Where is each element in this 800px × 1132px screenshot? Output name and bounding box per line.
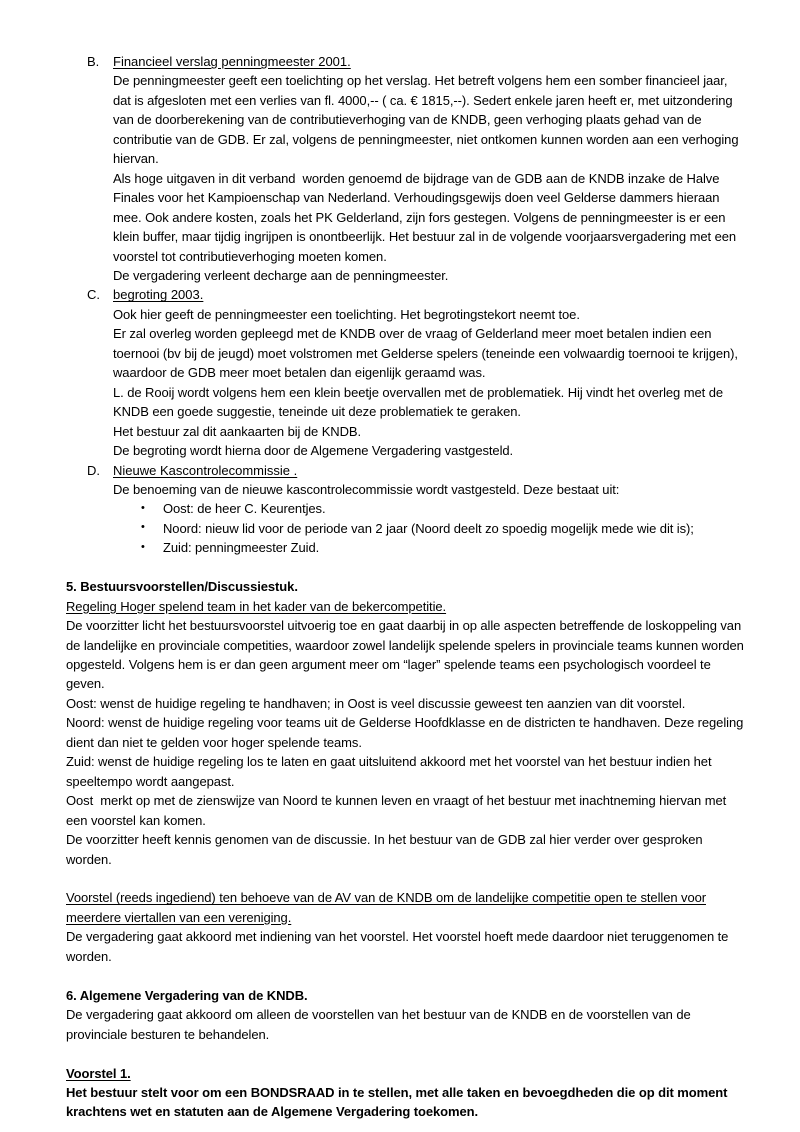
bullet-icon: •	[141, 540, 145, 553]
item-d-paragraph-1: De benoeming van de nieuwe kascontrolecommissie wordt vastgesteld. Deze bestaat uit:	[113, 481, 620, 497]
list-item-label: Noord: nieuw lid voor de periode van 2 jaar (Noord deelt zo spoedig mogelijk mede wie dit is);	[163, 520, 694, 536]
section-5-paragraph-1: De voorzitter licht het bestuursvoorstel uitvoerig toe en gaat daarbij in op alle aspecten betreffende de loskoppeling van de landelijke en provinciale competities, waardoor zowel landelijk spelende spelers in provinciale teams kunnen worden opgesteld. Volgens hem is er dan geen argument meer om “lager” spelende teams een psychologisch voordeel te geven.	[66, 618, 748, 692]
spacer	[66, 966, 748, 985]
spacer	[66, 869, 748, 888]
spacer	[66, 1044, 748, 1063]
bullet-icon: •	[141, 501, 145, 514]
document-body	[66, 52, 748, 1122]
item-c-paragraph-2: Er zal overleg worden gepleegd met de KNDB over de vraag of Gelderland meer moet betalen indien een toernooi (bv bij de jeugd) moet volstromen met Gelderse spelers (teneinde een volwaardig toernooi te krijgen), waardoor de GDB meer moet betalen dan eigenlijk geraamd was.	[113, 326, 742, 381]
section-6-heading: 6. Algemene Vergadering van de KNDB.	[66, 987, 308, 1003]
section-5-paragraph-3: Noord: wenst de huidige regeling voor teams uit de Gelderse Hoofdklasse en de districten te handhaven. Deze regeling dient dan niet te gelden voor hoger spelende teams.	[66, 715, 747, 750]
agenda-item-d	[66, 461, 748, 558]
proposal-1-heading-wrap	[66, 1064, 748, 1083]
section-5-subheading: Regeling Hoger spelend team in het kader van de bekercompetitie.	[66, 598, 447, 614]
section-5-paragraph-4: Zuid: wenst de huidige regeling los te laten en gaat uitsluitend akkoord met het voorstel van het bestuur indien het speeltempo wordt aangepast.	[66, 754, 716, 789]
bullet-icon: •	[141, 521, 145, 534]
section-5-subheading-wrap	[66, 597, 748, 616]
item-d-heading: Nieuwe Kascontrolecommissie .	[113, 462, 298, 478]
spacer	[66, 558, 748, 577]
proposal-1-body: Het bestuur stelt voor om een BONDSRAAD in te stellen, met alle taken en bevoegdheden die op dit moment krachtens wet en statuten aan de Algemene Vergadering toekomen.	[66, 1084, 728, 1120]
item-letter-d: D.	[87, 462, 100, 478]
agenda-item-c	[66, 285, 748, 460]
item-letter-b: B.	[87, 54, 100, 69]
item-c-heading: begroting 2003.	[113, 287, 204, 303]
section-5-paragraph-2: Oost: wenst de huidige regeling te handhaven; in Oost is veel discussie geweest ten aanzien van dit voorstel.	[66, 695, 686, 711]
agenda-item-b	[66, 52, 748, 285]
list-item-label: Oost: de heer C. Keurentjes.	[163, 501, 326, 517]
section-6-paragraph-1: De vergadering gaat akkoord om alleen de voorstellen van het bestuur van de KNDB en de voorstellen van de provinciale besturen te behandelen.	[66, 1007, 695, 1042]
list-item	[113, 499, 748, 518]
item-b-paragraph-1: De penningmeester geeft een toelichting op het verslag. Het betreft volgens hem een somber financieel jaar, dat is afgesloten met een verlies van fl. 4000,-- ( ca. € 1815,--). Sedert enkele jaren heeft er, met uitzondering van de doorberekening van de contributieverhoging van de KNDB, geen verhoging plaats gehad van de contributie van de GDB. Er zal, volgens de penningmeester, niet ontkomen kunnen worden aan een verhoging hiervan.	[113, 73, 743, 167]
item-c-paragraph-5: De begroting wordt hierna door de Algemene Vergadering vastgesteld.	[113, 443, 514, 459]
list-item	[113, 519, 748, 538]
list-item	[113, 538, 748, 557]
section-5-subheading2-wrap	[66, 888, 748, 927]
item-c-paragraph-3: L. de Rooij wordt volgens hem een klein beetje overvallen met de problematiek. Hij vindt het overleg met de KNDB een goede suggestie, teneinde uit deze problematiek te geraken.	[113, 384, 727, 420]
section-5-paragraph-7: De vergadering gaat akkoord met indiening van het voorstel. Het voorstel hoeft mede daardoor niet teruggenomen te worden.	[66, 929, 732, 964]
kascontrolecommissie-list	[113, 499, 748, 557]
item-b-paragraph-3: De vergadering verleent decharge aan de penningmeester.	[113, 267, 449, 283]
item-letter-c: C.	[87, 287, 100, 303]
item-b-heading: Financieel verslag penningmeester 2001.	[113, 54, 351, 69]
item-b-paragraph-2: Als hoge uitgaven in dit verband worden genoemd de bijdrage van de GDB aan de KNDB inzake de Halve Finales voor het Kampioenschap van Nederland. Verhoudingsgewijs doen veel Gelderse dammers hieraan mee. Ook andere kosten, zoals het PK Gelderland, zijn fors gestegen. Volgens de penningmeester is er een klein buffer, maar tijdig ingrijpen is onontbeerlijk. Het bestuur zal in de volgende voorjaarsvergadering met een voorstel tot contributieverhoging moeten komen.	[113, 170, 740, 264]
list-item-label: Zuid: penningmeester Zuid.	[163, 540, 320, 556]
proposal-1	[66, 1064, 748, 1122]
section-6	[66, 986, 748, 1044]
section-5-paragraph-6: De voorzitter heeft kennis genomen van de discussie. In het bestuur van de GDB zal hier verder over gesproken worden.	[66, 832, 707, 867]
section-5-heading: 5. Bestuursvoorstellen/Discussiestuk.	[66, 579, 298, 595]
section-5	[66, 577, 748, 966]
item-c-paragraph-4: Het bestuur zal dit aankaarten bij de KNDB.	[113, 423, 362, 439]
section-5-paragraph-5: Oost merkt op met de zienswijze van Noord te kunnen leven en vraagt of het bestuur met inachtneming hiervan met een voorstel kan komen.	[66, 793, 730, 828]
section-5-subheading2: Voorstel (reeds ingediend) ten behoeve van de AV van de KNDB om de landelijke competitie open te stellen voor meerdere viertallen van een vereniging.	[66, 890, 706, 925]
proposal-1-heading: Voorstel 1.	[66, 1065, 131, 1081]
item-c-paragraph-1: Ook hier geeft de penningmeester een toelichting. Het begrotingstekort neemt toe.	[113, 306, 580, 322]
